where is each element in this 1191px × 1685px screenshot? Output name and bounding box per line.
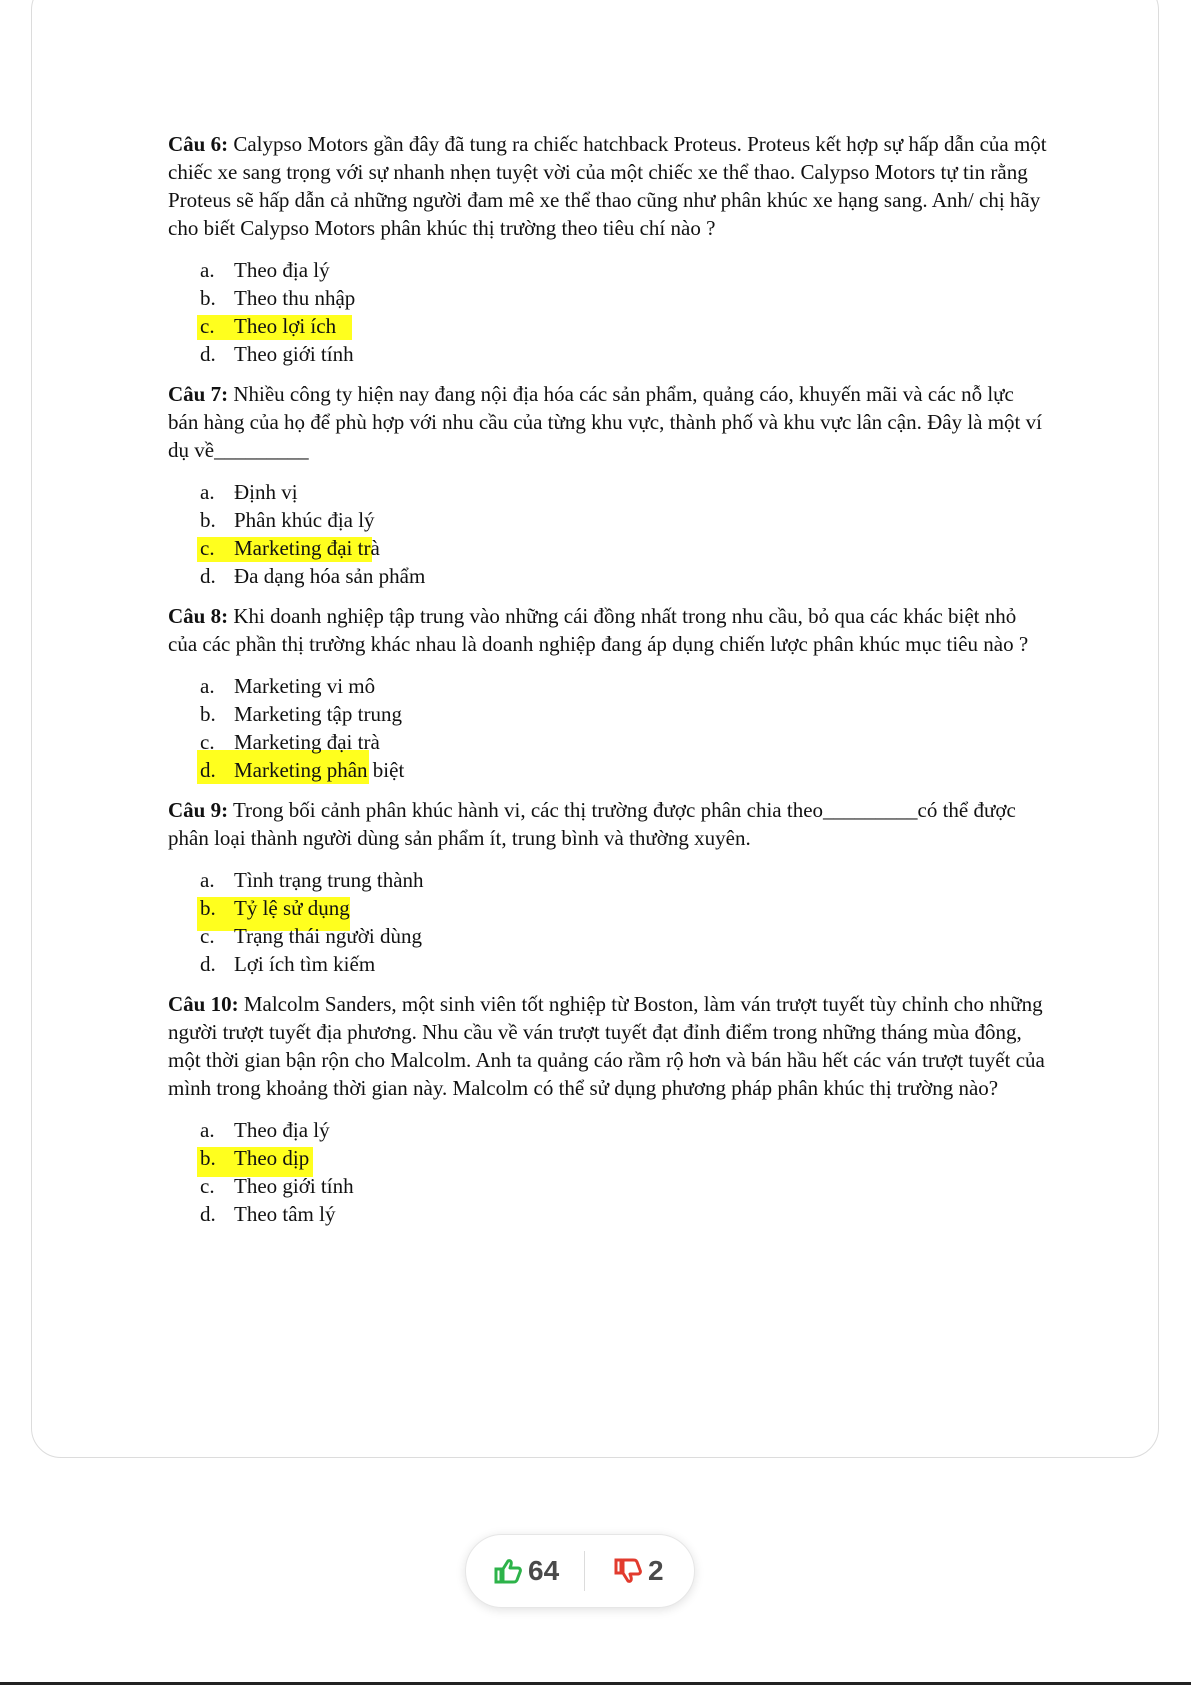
- option-d: [200, 562, 1048, 590]
- option-b: [200, 506, 1048, 534]
- option-text: Phân khúc địa lý: [234, 508, 375, 532]
- question-6: [168, 130, 1048, 242]
- option-letter: b.: [200, 896, 216, 920]
- question-9: [168, 796, 1048, 852]
- option-text: Theo dịp: [234, 1146, 310, 1170]
- option-a: [200, 672, 1048, 700]
- option-text: Theo giới tính: [234, 342, 354, 366]
- option-text: Marketing phân biệt: [234, 758, 405, 782]
- option-letter: d.: [200, 564, 216, 588]
- question-7: [168, 380, 1048, 464]
- option-text: Marketing tập trung: [234, 702, 402, 726]
- option-letter: b.: [200, 286, 216, 310]
- option-a: [200, 478, 1048, 506]
- option-letter: a.: [200, 480, 215, 504]
- option-d: [200, 340, 1048, 368]
- question-10: [168, 990, 1048, 1102]
- upvote-count: 64: [528, 1555, 560, 1586]
- options-list: [168, 866, 1048, 978]
- thumbs-down-icon: [614, 1558, 642, 1584]
- option-letter: a.: [200, 258, 215, 282]
- option-d: [200, 950, 1048, 978]
- option-b: [200, 284, 1048, 312]
- option-text: Đa dạng hóa sản phẩm: [234, 564, 426, 588]
- options-list: [168, 1116, 1048, 1228]
- option-d: [200, 1200, 1048, 1228]
- options-list: [168, 478, 1048, 590]
- option-letter: c.: [200, 314, 215, 338]
- option-text: Marketing đại trà: [234, 730, 380, 754]
- option-c-highlighted: [200, 312, 1048, 340]
- option-text: Theo giới tính: [234, 1174, 354, 1198]
- option-a: [200, 256, 1048, 284]
- option-text: Tình trạng trung thành: [234, 868, 424, 892]
- option-text: Theo địa lý: [234, 258, 330, 282]
- question-text: Malcolm Sanders, một sinh viên tốt nghiệp từ Boston, làm ván trượt tuyết tùy chỉnh cho những người trượt tuyết địa phương. Nhu cầu về ván trượt tuyết đạt đỉnh điểm trong những tháng mùa đông, một thời gian bận rộn cho Malcolm. Anh ta quảng cáo rầm rộ hơn và bán hầu hết các ván trượt tuyết của mình trong khoảng thời gian này. Malcolm có thể sử dụng phương pháp phân khúc thị trường nào?: [168, 992, 1045, 1100]
- option-text: Theo địa lý: [234, 1118, 330, 1142]
- option-c: [200, 922, 1048, 950]
- option-text: Định vị: [234, 480, 298, 504]
- downvote-button[interactable]: [614, 1553, 664, 1589]
- question-label: Câu 7:: [168, 382, 229, 406]
- option-text: Tỷ lệ sử dụng: [234, 896, 350, 920]
- question-label: Câu 10:: [168, 992, 239, 1016]
- option-letter: a.: [200, 674, 215, 698]
- option-letter: d.: [200, 758, 216, 782]
- option-letter: c.: [200, 730, 215, 754]
- option-text: Lợi ích tìm kiếm: [234, 952, 376, 976]
- option-text: Trạng thái người dùng: [234, 924, 422, 948]
- option-text: Theo tâm lý: [234, 1202, 336, 1226]
- option-letter: a.: [200, 1118, 215, 1142]
- options-list: [168, 256, 1048, 368]
- question-text: Nhiều công ty hiện nay đang nội địa hóa các sản phẩm, quảng cáo, khuyến mãi và các nỗ lực bán hàng của họ để phù hợp với nhu cầu của từng khu vực, thành phố và khu vực lân cận. Đây là một ví dụ về_________: [168, 382, 1042, 462]
- option-letter: b.: [200, 508, 216, 532]
- option-a: [200, 866, 1048, 894]
- option-letter: c.: [200, 1174, 215, 1198]
- thumbs-up-icon: [494, 1558, 522, 1584]
- question-label: Câu 6:: [168, 132, 229, 156]
- option-letter: d.: [200, 1202, 216, 1226]
- question-text: Calypso Motors gần đây đã tung ra chiếc hatchback Proteus. Proteus kết hợp sự hấp dẫn của một chiếc xe sang trọng với sự nhanh nhẹn tuyệt vời của một chiếc xe thể thao. Calypso Motors tự tin rằng Proteus sẽ hấp dẫn cả những người đam mê xe thể thao cũng như phân khúc xe hạng sang. Anh/ chị hãy cho biết Calypso Motors phân khúc thị trường theo tiêu chí nào ?: [168, 132, 1047, 240]
- vote-bar: [465, 1534, 695, 1608]
- option-letter: c.: [200, 536, 215, 560]
- question-label: Câu 8:: [168, 604, 229, 628]
- option-text: Theo lợi ích: [234, 314, 337, 338]
- option-letter: b.: [200, 1146, 216, 1170]
- document-content: [168, 130, 1048, 1240]
- option-c-highlighted: [200, 534, 1048, 562]
- option-c: [200, 1172, 1048, 1200]
- option-d-highlighted: [200, 756, 1048, 784]
- upvote-button[interactable]: [494, 1553, 559, 1589]
- question-text: Khi doanh nghiệp tập trung vào những cái đồng nhất trong nhu cầu, bỏ qua các khác biệt nhỏ của các phần thị trường khác nhau là doanh nghiệp đang áp dụng chiến lược phân khúc mục tiêu nào ?: [168, 604, 1029, 656]
- option-letter: b.: [200, 702, 216, 726]
- option-text: Theo thu nhập: [234, 286, 356, 310]
- option-b: [200, 700, 1048, 728]
- option-letter: c.: [200, 924, 215, 948]
- vote-divider: [584, 1551, 585, 1591]
- option-letter: a.: [200, 868, 215, 892]
- option-letter: d.: [200, 952, 216, 976]
- option-b-highlighted: [200, 894, 1048, 922]
- option-text: Marketing vi mô: [234, 674, 376, 698]
- option-c: [200, 728, 1048, 756]
- question-text: Trong bối cảnh phân khúc hành vi, các thị trường được phân chia theo_________có thể được phân loại thành người dùng sản phẩm ít, trung bình và thường xuyên.: [168, 798, 1016, 850]
- option-a: [200, 1116, 1048, 1144]
- downvote-count: 2: [648, 1555, 664, 1586]
- option-b-highlighted: [200, 1144, 1048, 1172]
- options-list: [168, 672, 1048, 784]
- question-8: [168, 602, 1048, 658]
- option-letter: d.: [200, 342, 216, 366]
- option-text: Marketing đại trà: [234, 536, 380, 560]
- question-label: Câu 9:: [168, 798, 229, 822]
